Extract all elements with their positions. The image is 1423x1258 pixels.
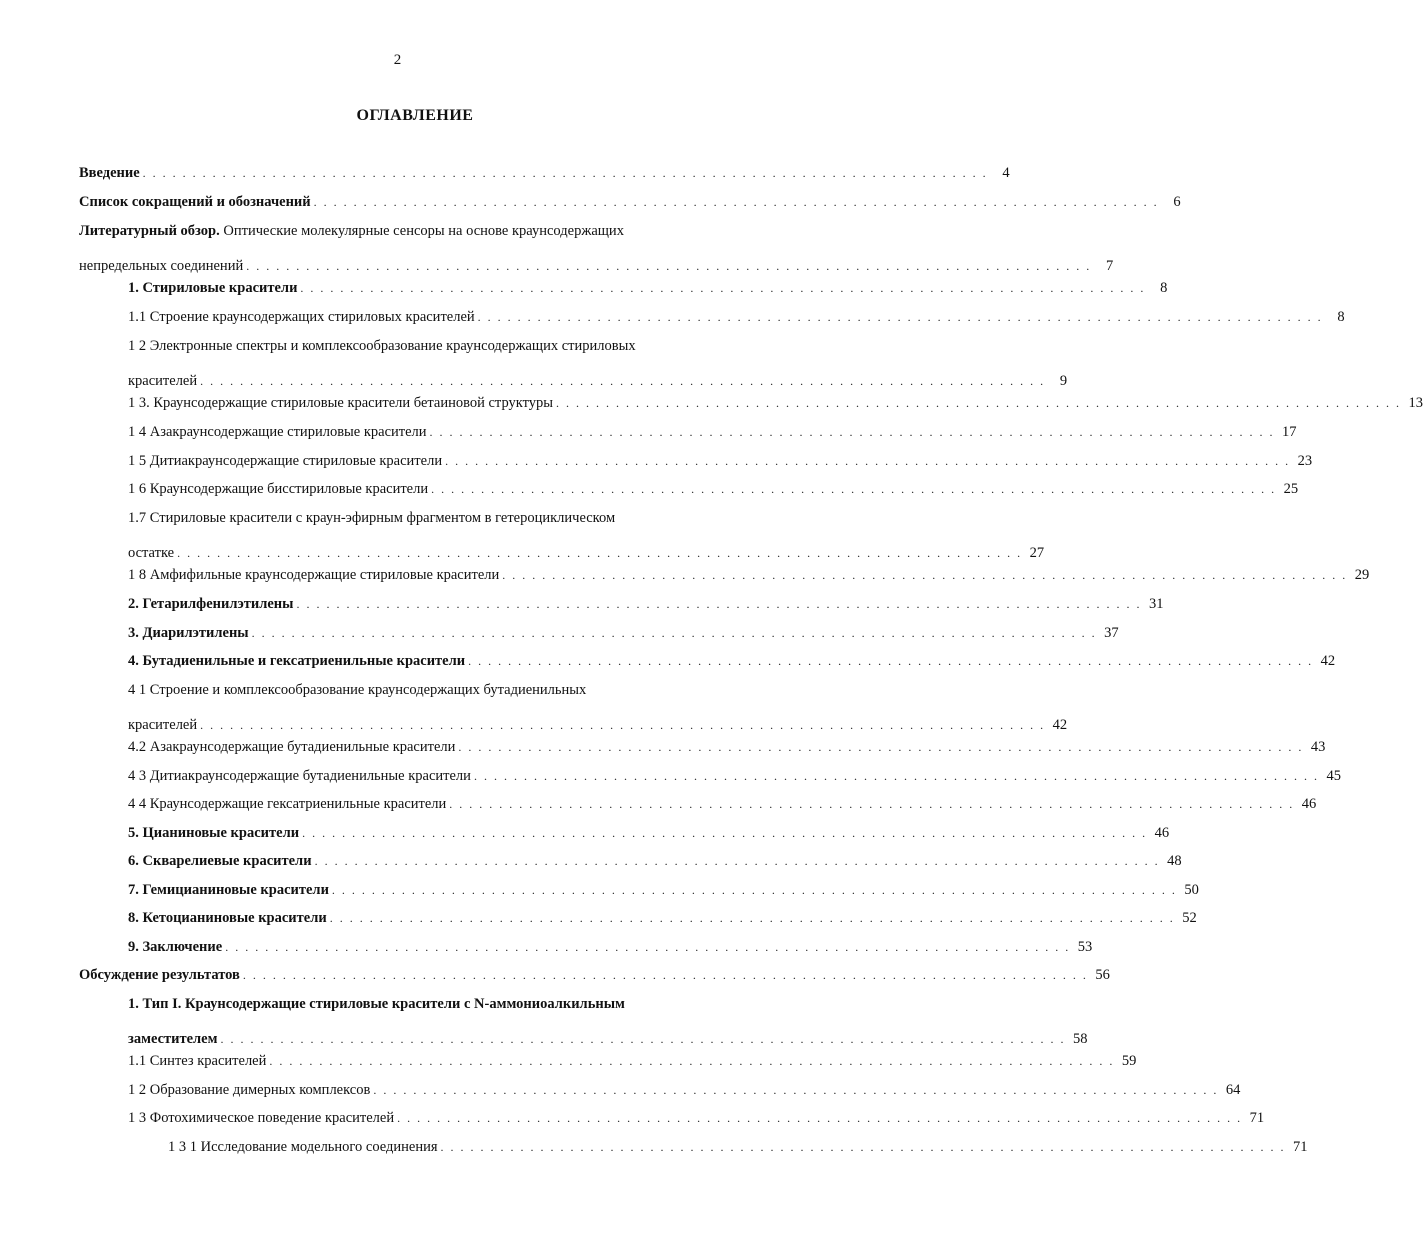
entry-text: 1 8 Амфифильные краунсодержащие стириловые красители [128, 567, 500, 583]
dot-leader: . . . . . . . . . . . . . . . . . . . . . . . . . . . . . . . . . . . . . . . . . . . . . . . . . . . . . . . . . . . . . . . . . . . . . . . . . . . . . . . . . . . . . [142, 166, 988, 180]
entry-page: 43 [1310, 739, 1326, 755]
toc-entry-hemicyanine-dyes[interactable] [128, 879, 1199, 901]
toc-entry-1-7[interactable] [128, 507, 1045, 564]
dot-leader: . . . . . . . . . . . . . . . . . . . . . . . . . . . . . . . . . . . . . . . . . . . . . . . . . . . . . . . . . . . . . . . . . . . . . . . . . . . . . . . . . . . . . [449, 797, 1295, 811]
dot-leader: . . . . . . . . . . . . . . . . . . . . . . . . . . . . . . . . . . . . . . . . . . . . . . . . . . . . . . . . . . . . . . . . . . . . . . . . . . . . . . . . . . . . . [331, 883, 1177, 897]
entry-page: 59 [1121, 1053, 1137, 1069]
entry-text: 4 4 Краунсодержащие гексатриенильные красители [128, 796, 447, 812]
dot-leader: . . . . . . . . . . . . . . . . . . . . . . . . . . . . . . . . . . . . . . . . . . . . . . . . . . . . . . . . . . . . . . . . . . . . . . . . . . . . . . . . . . . . . [429, 425, 1275, 439]
entry-text: 4 1 Строение и комплексообразование краунсодержащих бутадиенильных [128, 682, 587, 698]
dot-leader: . . . . . . . . . . . . . . . . . . . . . . . . . . . . . . . . . . . . . . . . . . . . . . . . . . . . . . . . . . . . . . . . . . . . . . . . . . . . . . . . . . . . . [251, 626, 1097, 640]
dot-leader: . . . . . . . . . . . . . . . . . . . . . . . . . . . . . . . . . . . . . . . . . . . . . . . . . . . . . . . . . . . . . . . . . . . . . . . . . . . . . . . . . . . . . [473, 769, 1319, 783]
dot-leader: . . . . . . . . . . . . . . . . . . . . . . . . . . . . . . . . . . . . . . . . . . . . . . . . . . . . . . . . . . . . . . . . . . . . . . . . . . . . . . . . . . . . . [296, 597, 1142, 611]
entry-page: 46 [1154, 825, 1170, 841]
entry-text: 7. Гемицианиновые красители [128, 882, 329, 898]
entry-text: 2. Гетарилфенилэтилены [128, 596, 294, 612]
dot-leader: . . . . . . . . . . . . . . . . . . . . . . . . . . . . . . . . . . . . . . . . . . . . . . . . . . . . . . . . . . . . . . . . . . . . . . . . . . . . . . . . . . . . . [397, 1111, 1243, 1125]
entry-page: 23 [1297, 453, 1313, 469]
entry-page: 8 [1160, 280, 1168, 296]
entry-text: 1 2 Электронные спектры и комплексообразование краунсодержащих стириловых [128, 338, 636, 354]
dot-leader: . . . . . . . . . . . . . . . . . . . . . . . . . . . . . . . . . . . . . . . . . . . . . . . . . . . . . . . . . . . . . . . . . . . . . . . . . . . . . . . . . . . . . [440, 1140, 1286, 1154]
page-title: ОГЛАВЛЕНИЕ [356, 107, 474, 124]
entry-text-rest: Оптические молекулярные сенсоры на основе краунсодержащих [223, 223, 624, 239]
entry-text: 1. Тип I. Краунсодержащие стириловые красители с N-аммониоалкильным [128, 996, 625, 1012]
dot-leader: . . . . . . . . . . . . . . . . . . . . . . . . . . . . . . . . . . . . . . . . . . . . . . . . . . . . . . . . . . . . . . . . . . . . . . . . . . . . . . . . . . . . . [177, 546, 1023, 560]
entry-text: 9. Заключение [128, 939, 223, 955]
toc-entry-introduction[interactable] [79, 162, 1010, 184]
entry-page: 8 [1337, 309, 1345, 325]
toc-entry-1-6[interactable] [128, 478, 1299, 500]
entry-page: 13 [1408, 395, 1423, 411]
entry-page: 45 [1326, 768, 1341, 784]
entry-page: 4 [1002, 165, 1010, 181]
toc-entry-conclusion[interactable] [128, 936, 1093, 958]
toc-entry-1-2[interactable] [128, 335, 1068, 392]
entry-page: 64 [1225, 1082, 1241, 1098]
entry-text: 3. Диарилэтилены [128, 625, 249, 641]
entry-text: 1 3. Краунсодержащие стириловые красители бетаиновой структуры [128, 395, 553, 411]
entry-page: 29 [1354, 567, 1370, 583]
toc-entry-model-compound[interactable] [168, 1136, 1308, 1158]
entry-page: 42 [1320, 653, 1336, 669]
entry-text: 1 5 Дитиакраунсодержащие стириловые красители [128, 453, 443, 469]
toc-entry-1-8[interactable] [128, 564, 1370, 586]
dot-leader: . . . . . . . . . . . . . . . . . . . . . . . . . . . . . . . . . . . . . . . . . . . . . . . . . . . . . . . . . . . . . . . . . . . . . . . . . . . . . . . . . . . . . [445, 454, 1291, 468]
entry-text: 1. Стириловые красители [128, 280, 298, 296]
entry-page: 48 [1167, 853, 1182, 869]
dot-leader: . . . . . . . . . . . . . . . . . . . . . . . . . . . . . . . . . . . . . . . . . . . . . . . . . . . . . . . . . . . . . . . . . . . . . . . . . . . . . . . . . . . . . [556, 396, 1401, 410]
toc-entry-squaraine-dyes[interactable] [128, 850, 1182, 872]
entry-page: 9 [1059, 373, 1068, 389]
entry-page: 27 [1029, 545, 1045, 561]
entry-text-continued: красителей [128, 717, 198, 733]
entry-text: 4 3 Дитиакраунсодержащие бутадиенильные красители [128, 768, 471, 784]
entry-text-continued: красителей [128, 373, 198, 389]
page-number: 2 [393, 52, 402, 68]
entry-text: Список сокращений и обозначений [79, 194, 311, 210]
toc-entry-abbreviations[interactable] [79, 191, 1181, 213]
dot-leader: . . . . . . . . . . . . . . . . . . . . . . . . . . . . . . . . . . . . . . . . . . . . . . . . . . . . . . . . . . . . . . . . . . . . . . . . . . . . . . . . . . . . . [302, 826, 1148, 840]
entry-text: 1.1 Синтез красителей [128, 1053, 267, 1069]
toc-entry-dimer-complexes[interactable] [128, 1079, 1241, 1101]
toc-entry-diarylethylenes[interactable] [128, 622, 1119, 644]
dot-leader: . . . . . . . . . . . . . . . . . . . . . . . . . . . . . . . . . . . . . . . . . . . . . . . . . . . . . . . . . . . . . . . . . . . . . . . . . . . . . . . . . . . . . [329, 911, 1175, 925]
dot-leader: . . . . . . . . . . . . . . . . . . . . . . . . . . . . . . . . . . . . . . . . . . . . . . . . . . . . . . . . . . . . . . . . . . . . . . . . . . . . . . . . . . . . . [220, 1032, 1066, 1046]
entry-text: Введение [79, 165, 140, 181]
dot-leader: . . . . . . . . . . . . . . . . . . . . . . . . . . . . . . . . . . . . . . . . . . . . . . . . . . . . . . . . . . . . . . . . . . . . . . . . . . . . . . . . . . . . . [246, 259, 1092, 273]
toc-entry-4-1[interactable] [128, 679, 1068, 736]
toc-entry-1-5[interactable] [128, 450, 1313, 472]
toc-entry-ketocyanine-dyes[interactable] [128, 907, 1197, 929]
entry-page: 7 [1105, 258, 1114, 274]
entry-page: 31 [1148, 596, 1164, 612]
toc-entry-literature-review[interactable] [79, 220, 1114, 277]
dot-leader: . . . . . . . . . . . . . . . . . . . . . . . . . . . . . . . . . . . . . . . . . . . . . . . . . . . . . . . . . . . . . . . . . . . . . . . . . . . . . . . . . . . . . [477, 310, 1323, 324]
toc-entry-4-4[interactable] [128, 793, 1317, 815]
entry-text-continued: заместителем [128, 1031, 218, 1047]
entry-page: 50 [1184, 882, 1199, 898]
dot-leader: . . . . . . . . . . . . . . . . . . . . . . . . . . . . . . . . . . . . . . . . . . . . . . . . . . . . . . . . . . . . . . . . . . . . . . . . . . . . . . . . . . . . . [458, 740, 1304, 754]
entry-text: 1 2 Образование димерных комплексов [128, 1082, 371, 1098]
dot-leader: . . . . . . . . . . . . . . . . . . . . . . . . . . . . . . . . . . . . . . . . . . . . . . . . . . . . . . . . . . . . . . . . . . . . . . . . . . . . . . . . . . . . . [431, 482, 1277, 496]
entry-text [79, 220, 719, 242]
entry-text: 6. Скварелиевые красители [128, 853, 312, 869]
entry-page: 37 [1104, 625, 1119, 641]
entry-text-bold: Литературный обзор. [79, 223, 220, 239]
dot-leader: . . . . . . . . . . . . . . . . . . . . . . . . . . . . . . . . . . . . . . . . . . . . . . . . . . . . . . . . . . . . . . . . . . . . . . . . . . . . . . . . . . . . . [200, 374, 1046, 388]
entry-page: 25 [1283, 481, 1299, 497]
toc-entry-1-3[interactable] [128, 392, 1423, 414]
dot-leader: . . . . . . . . . . . . . . . . . . . . . . . . . . . . . . . . . . . . . . . . . . . . . . . . . . . . . . . . . . . . . . . . . . . . . . . . . . . . . . . . . . . . . [468, 654, 1314, 668]
entry-text-continued: непредельных соединений [79, 258, 244, 274]
entry-text: Обсуждение результатов [79, 967, 240, 983]
toc-entry-1-1[interactable] [128, 306, 1345, 328]
entry-page: 58 [1073, 1031, 1088, 1047]
entry-page: 17 [1282, 424, 1297, 440]
entry-text: 1 6 Краунсодержащие бисстириловые красители [128, 481, 429, 497]
toc-entry-dye-synthesis[interactable] [128, 1050, 1137, 1072]
toc-entry-type-1[interactable] [128, 993, 1088, 1050]
dot-leader: . . . . . . . . . . . . . . . . . . . . . . . . . . . . . . . . . . . . . . . . . . . . . . . . . . . . . . . . . . . . . . . . . . . . . . . . . . . . . . . . . . . . . [300, 281, 1146, 295]
dot-leader: . . . . . . . . . . . . . . . . . . . . . . . . . . . . . . . . . . . . . . . . . . . . . . . . . . . . . . . . . . . . . . . . . . . . . . . . . . . . . . . . . . . . . [225, 940, 1071, 954]
toc-entry-hetarylphenylethylenes[interactable] [128, 593, 1164, 615]
dot-leader: . . . . . . . . . . . . . . . . . . . . . . . . . . . . . . . . . . . . . . . . . . . . . . . . . . . . . . . . . . . . . . . . . . . . . . . . . . . . . . . . . . . . . [200, 718, 1046, 732]
entry-text: 5. Цианиновые красители [128, 825, 300, 841]
entry-page: 42 [1052, 717, 1068, 733]
dot-leader: . . . . . . . . . . . . . . . . . . . . . . . . . . . . . . . . . . . . . . . . . . . . . . . . . . . . . . . . . . . . . . . . . . . . . . . . . . . . . . . . . . . . . [269, 1054, 1115, 1068]
entry-page: 52 [1182, 910, 1197, 926]
toc-entry-cyanine-dyes[interactable] [128, 822, 1170, 844]
toc-entry-butadienyl-dyes[interactable] [128, 650, 1336, 672]
entry-text: 1.1 Строение краунсодержащих стириловых красителей [128, 309, 475, 325]
toc-entry-photochemical-behavior[interactable] [128, 1107, 1265, 1129]
entry-text-continued: остатке [128, 545, 175, 561]
entry-text: 1.7 Стириловые красители с краун-эфирным фрагментом в гетероциклическом [128, 510, 616, 526]
entry-text: 1 3 1 Исследование модельного соединения [168, 1139, 438, 1155]
entry-text: 1 4 Азакраунсодержащие стириловые красители [128, 424, 427, 440]
entry-page: 71 [1293, 1139, 1308, 1155]
dot-leader: . . . . . . . . . . . . . . . . . . . . . . . . . . . . . . . . . . . . . . . . . . . . . . . . . . . . . . . . . . . . . . . . . . . . . . . . . . . . . . . . . . . . . [313, 195, 1159, 209]
toc-entry-4-3[interactable] [128, 765, 1341, 787]
toc-entry-styryl-dyes[interactable] [128, 277, 1168, 299]
dot-leader: . . . . . . . . . . . . . . . . . . . . . . . . . . . . . . . . . . . . . . . . . . . . . . . . . . . . . . . . . . . . . . . . . . . . . . . . . . . . . . . . . . . . . [242, 968, 1088, 982]
entry-page: 6 [1173, 194, 1181, 210]
entry-text: 4.2 Азакраунсодержащие бутадиенильные красители [128, 739, 456, 755]
entry-page: 46 [1301, 796, 1317, 812]
toc-entry-4-2[interactable] [128, 736, 1326, 758]
entry-page: 53 [1077, 939, 1093, 955]
entry-page: 56 [1095, 967, 1110, 983]
entry-page: 71 [1249, 1110, 1265, 1126]
dot-leader: . . . . . . . . . . . . . . . . . . . . . . . . . . . . . . . . . . . . . . . . . . . . . . . . . . . . . . . . . . . . . . . . . . . . . . . . . . . . . . . . . . . . . [373, 1083, 1219, 1097]
dot-leader: . . . . . . . . . . . . . . . . . . . . . . . . . . . . . . . . . . . . . . . . . . . . . . . . . . . . . . . . . . . . . . . . . . . . . . . . . . . . . . . . . . . . . [502, 568, 1348, 582]
dot-leader: . . . . . . . . . . . . . . . . . . . . . . . . . . . . . . . . . . . . . . . . . . . . . . . . . . . . . . . . . . . . . . . . . . . . . . . . . . . . . . . . . . . . . [314, 854, 1160, 868]
entry-text: 1 3 Фотохимическое поведение красителей [128, 1110, 395, 1126]
entry-text: 4. Бутадиенильные и гексатриенильные красители [128, 653, 466, 669]
entry-text: 8. Кетоцианиновые красители [128, 910, 327, 926]
toc-entry-results-discussion[interactable] [79, 964, 1110, 986]
toc-entry-1-4[interactable] [128, 421, 1297, 443]
